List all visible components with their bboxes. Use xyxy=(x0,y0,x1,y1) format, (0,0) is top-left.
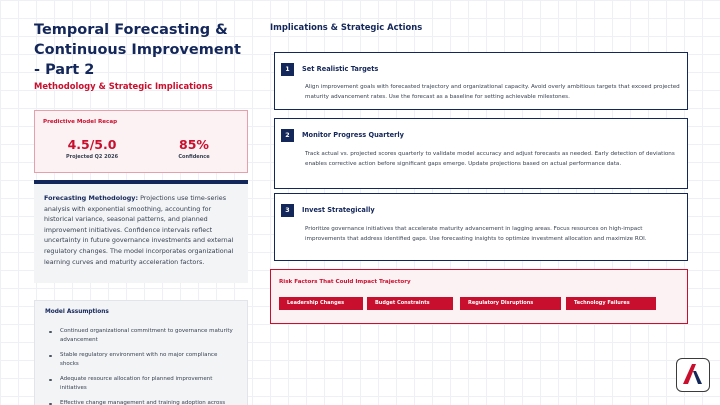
assumptions-title: Model Assumptions xyxy=(45,309,109,315)
recap-label: Predictive Model Recap xyxy=(43,119,118,125)
step-number-badge: 1 xyxy=(281,63,294,76)
model-recap-card xyxy=(34,110,248,173)
step-number-badge: 2 xyxy=(281,129,294,142)
action-title: Monitor Progress Quarterly xyxy=(302,131,404,139)
methodology-text: Projections use time-series analysis with exponential smoothing, accounting for historical variance, seasonal patterns, and planned improvement initiatives. Confidence intervals reflect uncertainty in future governance investments and external regulatory changes. The model incorporates organizational learning curves and maturity acceleration factors. xyxy=(44,194,234,266)
methodology-lead: Forecasting Methodology: xyxy=(44,194,139,202)
list-item: Continued organizational commitment to governance maturity advancement xyxy=(45,327,237,345)
list-item: Effective change management and training adoption across xyxy=(45,399,237,405)
action-card-invest-strategically xyxy=(274,193,688,261)
page-subtitle: Methodology & Strategic Implications xyxy=(34,81,213,91)
stat-caption: Projected Q2 2026 xyxy=(65,154,119,160)
risk-chip-regulatory: Regulatory Disruptions xyxy=(460,297,561,310)
action-text: Prioritize governance initiatives that accelerate maturity advancement in lagging areas. Focus resources on high-impact improvements that address identified gaps. Use forecasting insights to optimize investment allocation and maximize ROI. xyxy=(305,226,647,243)
list-item: Stable regulatory environment with no major compliance shocks xyxy=(45,351,237,369)
page-title: Temporal Forecasting & Continuous Improvement - Part 2 xyxy=(34,22,241,78)
risk-factors-panel xyxy=(270,269,688,324)
implications-heading: Implications & Strategic Actions xyxy=(270,22,423,32)
risk-chip-leadership: Leadership Changes xyxy=(279,297,363,310)
brand-logo-icon xyxy=(676,358,710,392)
assumptions-list xyxy=(45,327,237,405)
action-card-monitor-progress xyxy=(274,118,688,189)
action-card-set-targets xyxy=(274,52,688,110)
risk-chip-budget: Budget Constraints xyxy=(367,297,453,310)
stat-projected-score xyxy=(57,137,127,160)
stat-value: 4.5/5.0 xyxy=(67,137,117,152)
risk-title: Risk Factors That Could Impact Trajectory xyxy=(279,279,411,285)
step-number-badge: 3 xyxy=(281,204,294,217)
action-text: Align improvement goals with forecasted trajectory and organizational capacity. Avoid overly ambitious targets that exceed projected maturity advancement rates. Use the forecast as a baseline for setting achievable milestones. xyxy=(305,84,680,101)
methodology-panel xyxy=(34,180,248,283)
assumptions-panel xyxy=(34,300,248,405)
action-text: Track actual vs. projected scores quarterly to validate model accuracy and adjust forecasts as needed. Early detection of deviations enables corrective action before significant gaps emerge. Update projections based on actual performance data. xyxy=(305,151,675,168)
action-title: Invest Strategically xyxy=(302,206,375,214)
list-item: Adequate resource allocation for planned improvement initiatives xyxy=(45,375,237,393)
risk-chip-technology: Technology Failures xyxy=(566,297,656,310)
stat-confidence xyxy=(159,137,229,160)
stat-caption: Confidence xyxy=(178,154,210,160)
action-title: Set Realistic Targets xyxy=(302,65,379,73)
stat-value: 85% xyxy=(179,137,209,152)
